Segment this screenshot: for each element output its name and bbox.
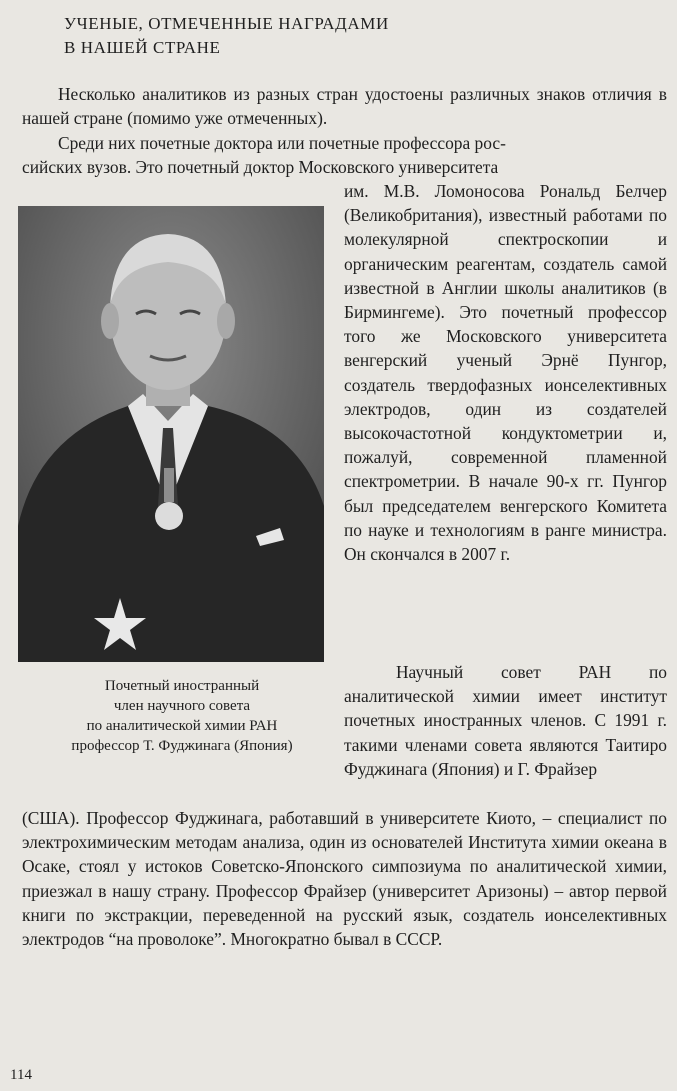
paragraph-council-column: Научный совет РАН по аналитической химии имеет институт почетных иностранных членов. С 1991 г. такими членами совета являются Таитиро Фуджинага (Япония) и Г. Фрайзер [344,662,667,779]
paragraph-2-line-1: Среди них почетные доктора или почетные профессора рос- [58,133,506,153]
paragraph-belcher-pungor: им. М.В. Ломоносова Рональд Белчер (Великобритания), известный работами по молекулярной спектроскопии и органическим реагентам, создатель самой известной в Англии школы аналитиков (в Бирмингеме). Это почетный профессор того же Московского университета венгерский ученый Эрнё Пунгор, создатель твердофазных ионселективных электродов, один из создателей высокочастотной кондуктометрии и, пожалуй, современной пламенной спектрометрии. В начале 90-х гг. Пунгор был председателем венгерского Комитета по науке и технологиям в ранге министра. Он скончался в 2007 г. [344,181,667,565]
caption-line-4: профессор Т. Фуджинага (Япония) [71,738,293,754]
section-heading [64,12,389,60]
paragraph-2-line-2: сийских вузов. Это почетный доктор Московского университета [22,157,499,177]
heading-line-2: В НАШЕЙ СТРАНЕ [64,38,221,57]
caption-line-2: член научного совета [113,698,251,714]
heading-line-1: УЧЕНЫЕ, ОТМЕЧЕННЫЕ НАГРАДАМИ [64,14,389,33]
portrait-photo [18,206,324,662]
caption-line-3: по аналитической химии РАН [86,718,278,734]
caption-line-1: Почетный иностранный [104,678,260,694]
page-number: 114 [10,1067,32,1083]
photo-caption [48,676,316,756]
paragraph-intro: Несколько аналитиков из разных стран удостоены различных знаков отличия в нашей стране (помимо уже отмеченных). [22,84,667,129]
paragraph-council-continued: (США). Профессор Фуджинага, работавший в университете Киото, – специалист по электрохимическим методам анализа, один из основателей Института химии океана в Осаке, стоял у истоков Советско-Японского симпозиума по аналитической химии, приезжал в нашу страну. Профессор Фрайзер (университет Аризоны) – автор первой книги по экстракции, переведенной на русский язык, создатель ионселективных электродов “на проволоке”. Многократно бывал в СССР. [22,808,667,950]
